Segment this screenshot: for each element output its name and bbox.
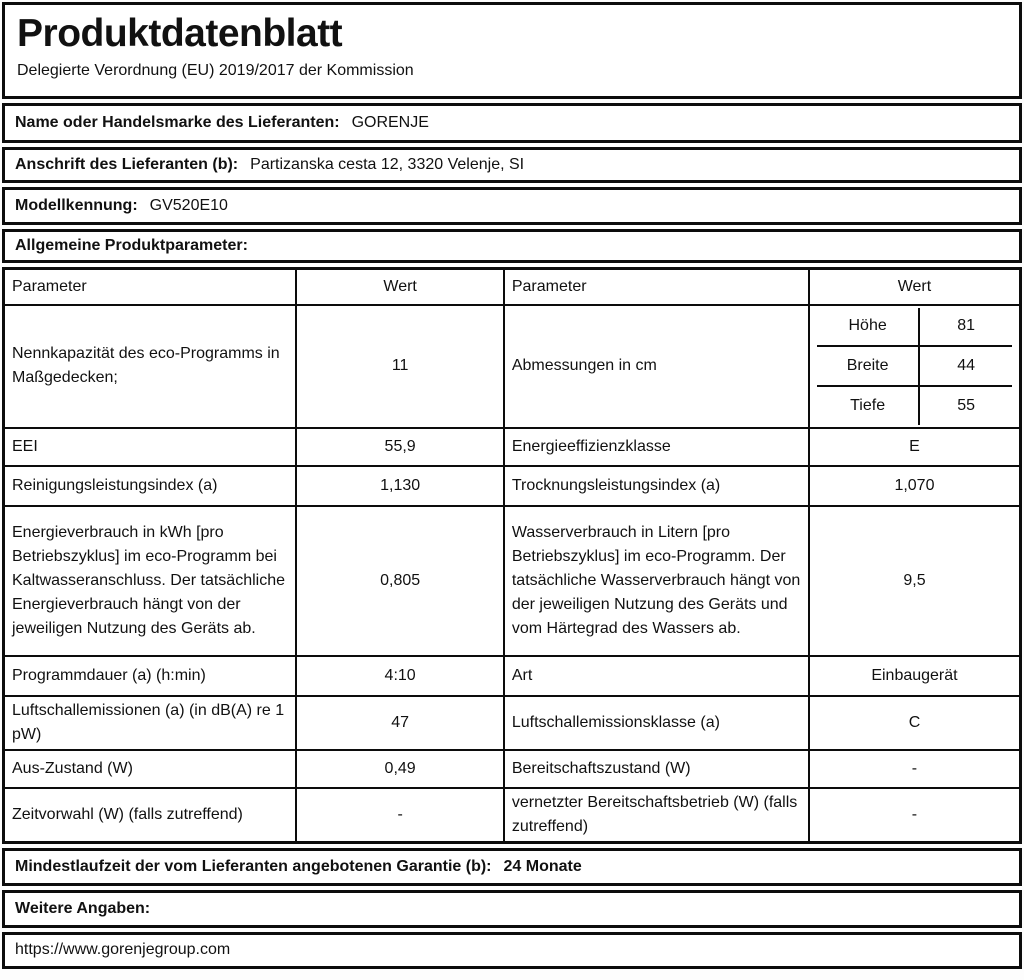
dimension-value: 44 — [957, 357, 976, 374]
supplier-name-label: Name oder Handelsmarke des Lieferanten: — [15, 114, 340, 131]
dimensions-table — [809, 305, 1021, 428]
table-header-row — [4, 269, 1021, 305]
dimension-row-depth — [817, 385, 1012, 425]
table-row-duration — [4, 656, 1021, 696]
value-cell: - — [296, 788, 503, 843]
website-row — [2, 932, 1022, 969]
value-cell: Einbaugerät — [809, 656, 1021, 696]
model-id-label: Modellkennung: — [15, 197, 138, 214]
value-cell: 9,5 — [809, 506, 1021, 656]
dimension-value: 55 — [957, 396, 976, 414]
value-cell: 1,130 — [296, 466, 503, 506]
param-cell: Energieeffizienzklasse — [504, 428, 809, 466]
param-cell: Abmessungen in cm — [504, 305, 809, 428]
param-cell: Nennkapazität des eco-Programms in Maßgedecken; — [4, 305, 297, 428]
table-row-noise — [4, 696, 1021, 750]
value-cell: 55,9 — [296, 428, 503, 466]
param-cell: Programmdauer (a) (h:min) — [4, 656, 297, 696]
param-cell: Wasserverbrauch in Litern [pro Betriebszyklus] im eco-Programm. Der tatsächliche Wasserverbrauch hängt von der jeweiligen Nutzung des Geräts und vom Härtegrad des Wassers ab. — [504, 506, 809, 656]
supplier-name-value: GORENJE — [351, 114, 429, 131]
param-cell: Luftschallemissionen (a) (in dB(A) re 1 pW) — [4, 696, 297, 750]
value-cell: C — [809, 696, 1021, 750]
table-row-index — [4, 466, 1021, 506]
value-cell: 4:10 — [296, 656, 503, 696]
supplier-name-row — [2, 103, 1022, 143]
table-row-consumption — [4, 506, 1021, 656]
page-title: Produktdatenblatt — [17, 12, 343, 55]
warranty-label: Mindestlaufzeit der vom Lieferanten angebotenen Garantie (b): — [15, 857, 492, 875]
supplier-address-value: Partizanska cesta 12, 3320 Velenje, SI — [250, 156, 525, 173]
header-wert-right: Wert — [809, 269, 1021, 305]
supplier-address-label: Anschrift des Lieferanten (b): — [15, 156, 239, 173]
param-cell: EEI — [4, 428, 297, 466]
dimension-value: 81 — [957, 317, 976, 335]
general-parameters-heading — [2, 229, 1022, 263]
parameters-table — [2, 267, 1022, 844]
value-cell: 0,49 — [296, 750, 503, 788]
title-section — [2, 2, 1022, 99]
value-cell: 0,805 — [296, 506, 503, 656]
param-cell: Trocknungsleistungsindex (a) — [504, 466, 809, 506]
model-id-value: GV520E10 — [149, 197, 228, 214]
param-cell: Bereitschaftszustand (W) — [504, 750, 809, 788]
header-wert-left: Wert — [296, 269, 503, 305]
dimension-name: Höhe — [817, 308, 920, 346]
header-parameter-left: Parameter — [4, 269, 297, 305]
param-cell: vernetzter Bereitschaftsbetrieb (W) (falls zutreffend) — [504, 788, 809, 843]
param-cell: Zeitvorwahl (W) (falls zutreffend) — [4, 788, 297, 843]
value-cell: 47 — [296, 696, 503, 750]
warranty-value: 24 Monate — [503, 857, 582, 875]
model-id-row — [2, 187, 1022, 225]
dimension-row-height — [817, 308, 1012, 346]
value-cell: 1,070 — [809, 466, 1021, 506]
value-cell: - — [809, 750, 1021, 788]
supplier-address-row — [2, 147, 1022, 183]
table-row-delay-start — [4, 788, 1021, 843]
param-cell: Aus-Zustand (W) — [4, 750, 297, 788]
dimension-name: Breite — [817, 347, 920, 385]
website-link[interactable]: https://www.gorenjegroup.com — [15, 941, 231, 958]
header-parameter-right: Parameter — [504, 269, 809, 305]
value-cell: 11 — [296, 305, 503, 428]
param-cell: Luftschallemissionsklasse (a) — [504, 696, 809, 750]
general-parameters-label: Allgemeine Produktparameter: — [15, 237, 248, 254]
param-cell: Energieverbrauch in kWh [pro Betriebszyklus] im eco-Programm bei Kaltwasseranschluss. Der tatsächliche Energieverbrauch hängt von der jeweiligen Nutzung des Geräts ab. — [4, 506, 297, 656]
further-info-row — [2, 890, 1022, 928]
dimension-name: Tiefe — [817, 387, 920, 425]
table-row-eei — [4, 428, 1021, 466]
dimension-row-width — [817, 345, 1012, 385]
value-cell: E — [809, 428, 1021, 466]
further-info-label: Weitere Angaben: — [15, 899, 151, 917]
value-cell: - — [809, 788, 1021, 843]
regulation-subtitle: Delegierte Verordnung (EU) 2019/2017 der Kommission — [17, 61, 414, 79]
param-cell: Art — [504, 656, 809, 696]
table-row-capacity — [4, 305, 1021, 428]
table-row-off-mode — [4, 750, 1021, 788]
param-cell: Reinigungsleistungsindex (a) — [4, 466, 297, 506]
warranty-row — [2, 848, 1022, 886]
